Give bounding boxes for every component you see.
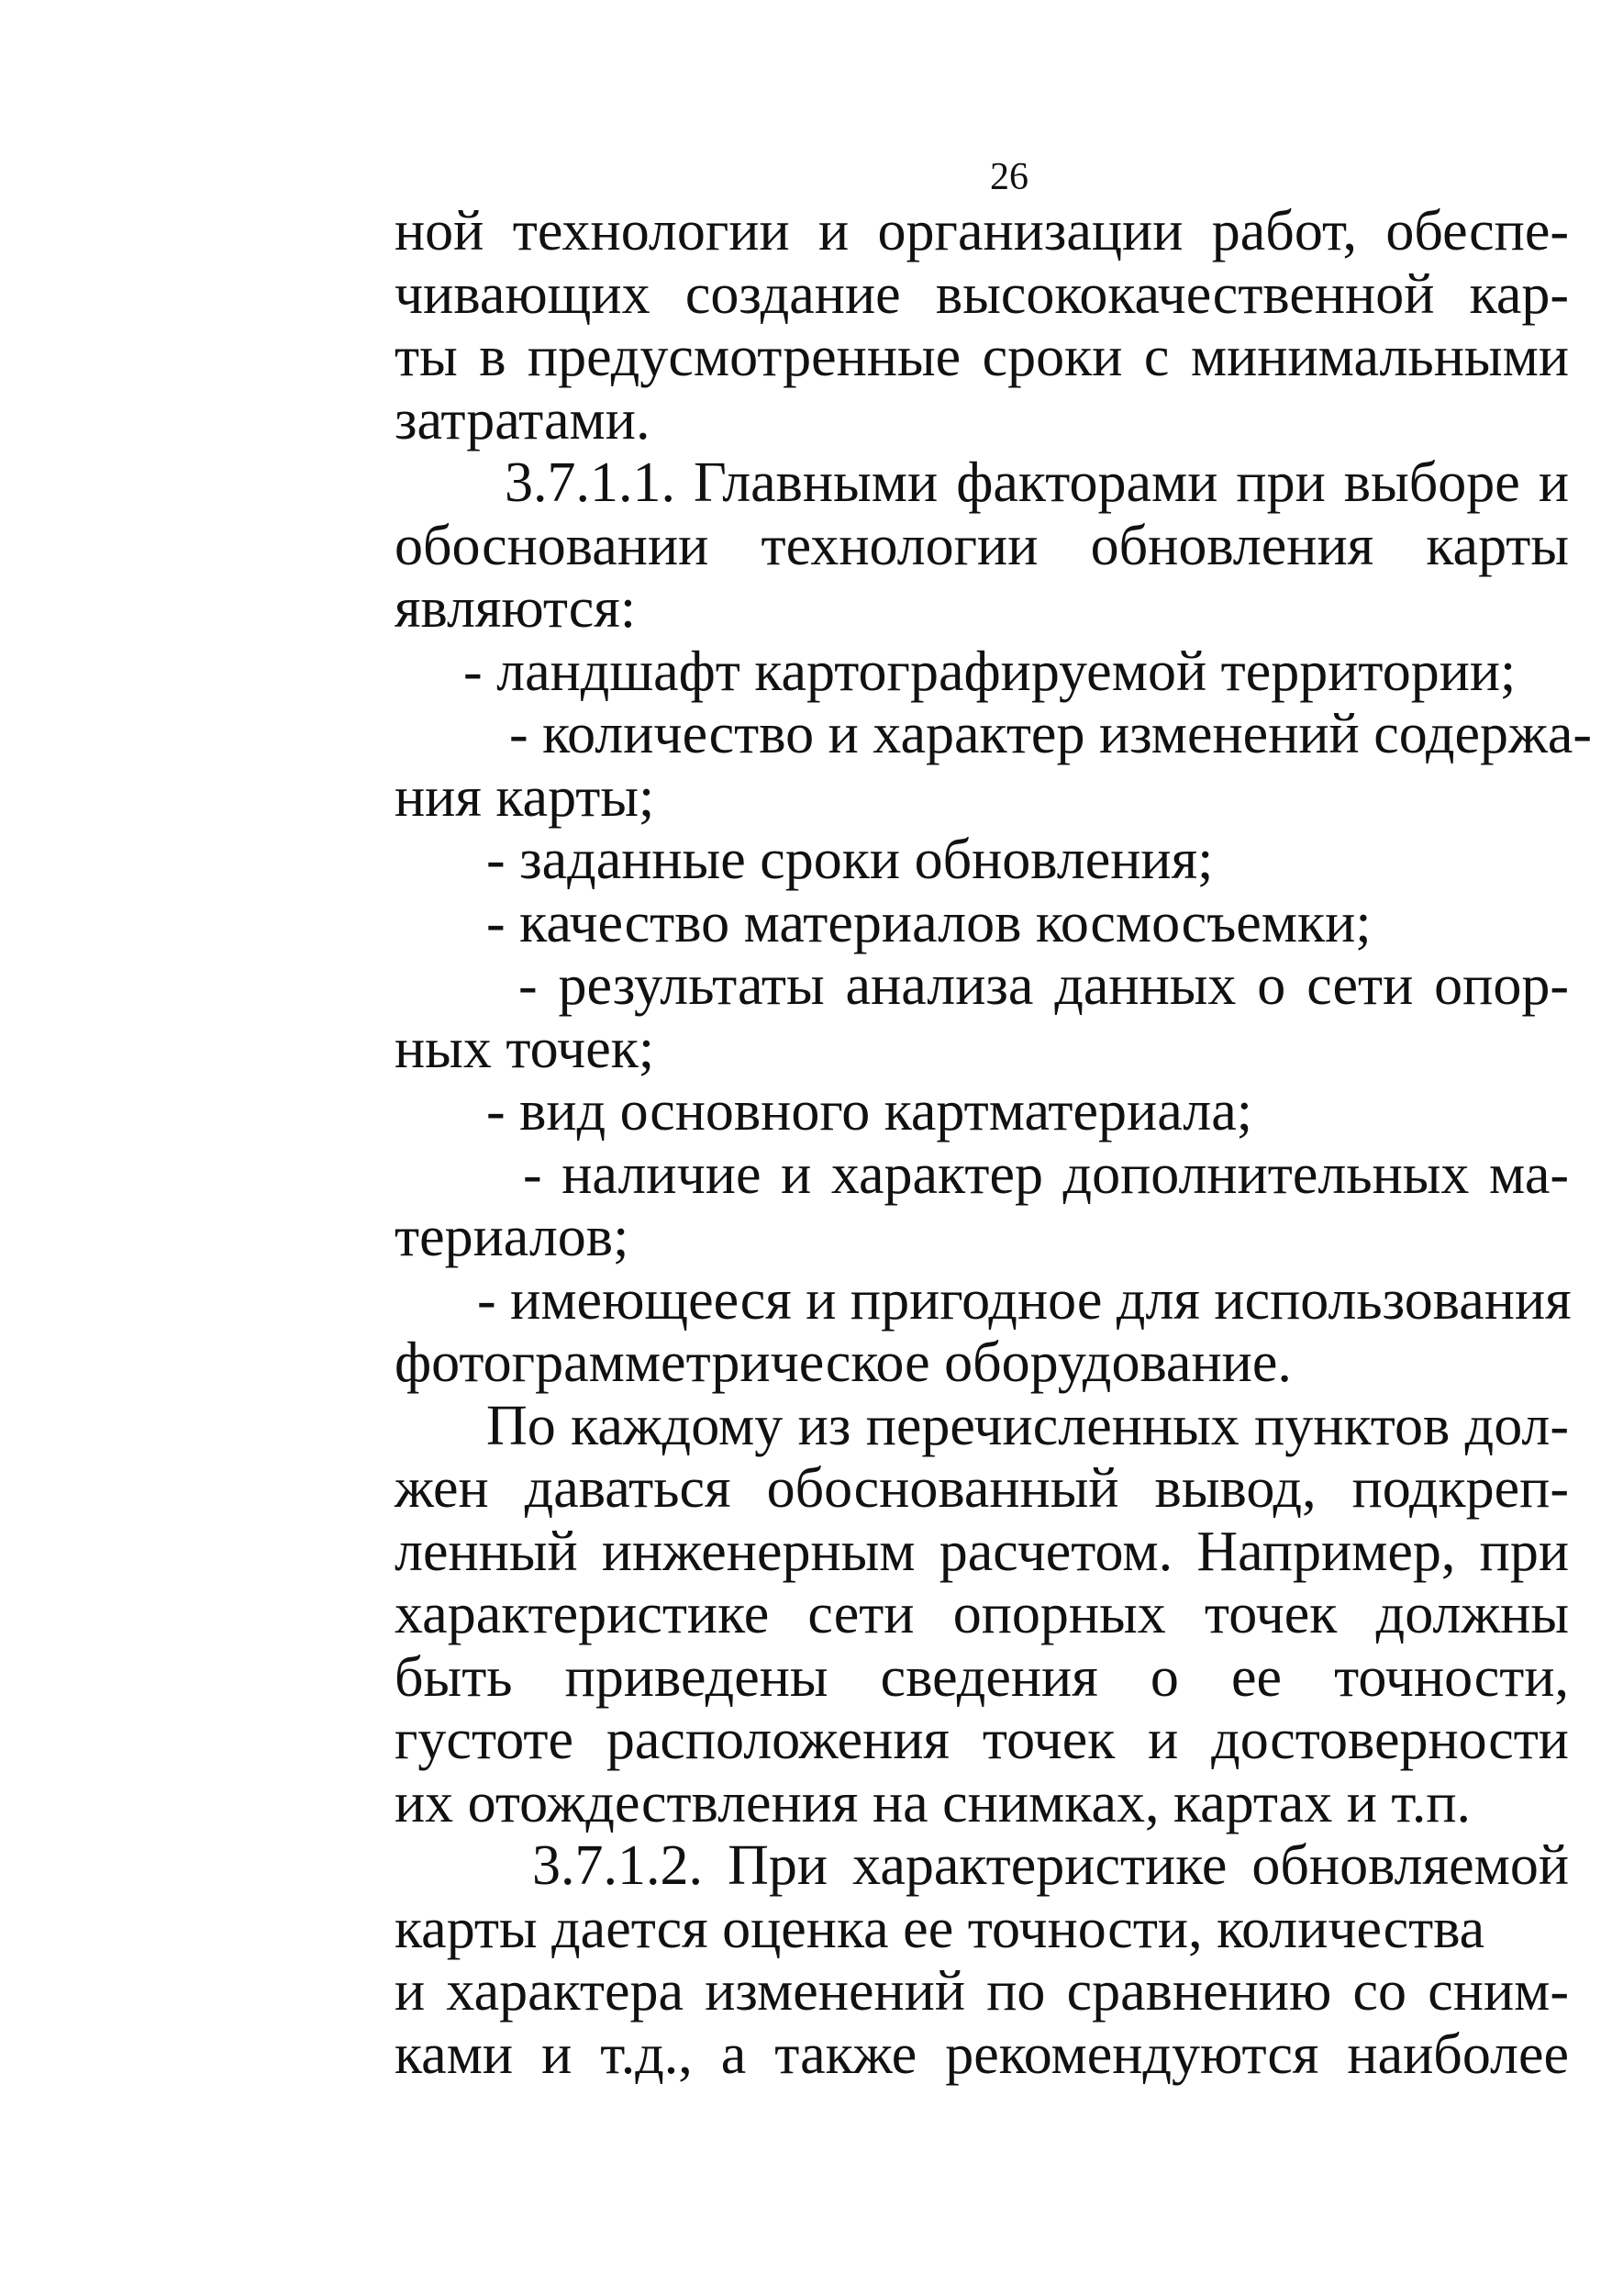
list-item-line: - имеющееся и пригодное для использования: [477, 1268, 1572, 1332]
paragraph-line: быть приведены сведения о ее точности,: [395, 1645, 1569, 1709]
paragraph-line: По каждому из перечисленных пунктов дол-: [486, 1394, 1569, 1457]
paragraph-line: густоте расположения точек и достоверности: [395, 1709, 1569, 1771]
list-item-line: ных точек;: [395, 1017, 655, 1080]
paragraph-line: ленный инженерным расчетом. Например, при: [395, 1520, 1569, 1583]
paragraph-line: ками и т.д., а также рекомендуются наиболее: [395, 2023, 1569, 2086]
body-text: [395, 200, 1593, 2086]
list-item-line: - наличие и характер дополнительных ма-: [523, 1142, 1569, 1206]
list-item-line: териалов;: [395, 1206, 629, 1268]
list-item-line: - вид основного картматериала;: [486, 1080, 1252, 1142]
paragraph-line: и характера изменений по сравнению со сним-: [395, 1960, 1569, 2023]
list-item-line: - количество и характер изменений содержа-: [509, 703, 1593, 765]
text-line: ты в предусмотренные сроки с минимальными: [395, 326, 1569, 388]
text-line: затратами.: [395, 388, 650, 451]
list-item-line: ния карты;: [395, 765, 655, 829]
paragraph-line: их отождествления на снимках, картах и т.п.: [395, 1771, 1472, 1834]
paragraph-line: жен даваться обоснованный вывод, подкреп-: [395, 1457, 1569, 1520]
list-item-line: - результаты анализа данных о сети опор-: [518, 954, 1569, 1017]
list-item-line: фотограмметрическое оборудование.: [395, 1332, 1292, 1394]
text-line: являются:: [395, 577, 637, 640]
text-line: ной технологии и организации работ, обеспе-: [395, 200, 1569, 262]
page-number: 26: [990, 156, 1028, 198]
section-heading-line: 3.7.1.1. Главными факторами при выборе и: [505, 451, 1569, 514]
section-heading-line: 3.7.1.2. При характеристике обновляемой: [532, 1834, 1569, 1897]
list-item-line: - качество материалов космосъемки;: [486, 891, 1372, 954]
text-line: чивающих создание высококачественной кар-: [395, 262, 1569, 326]
list-item-line: - ландшафт картографируемой территории;: [463, 640, 1517, 703]
paragraph-line: карты дается оценка ее точности, количества: [395, 1897, 1485, 1960]
text-line: обосновании технологии обновления карты: [395, 514, 1569, 577]
list-item-line: - заданные сроки обновления;: [486, 829, 1214, 891]
paragraph-line: характеристике сети опорных точек должны: [395, 1583, 1569, 1645]
